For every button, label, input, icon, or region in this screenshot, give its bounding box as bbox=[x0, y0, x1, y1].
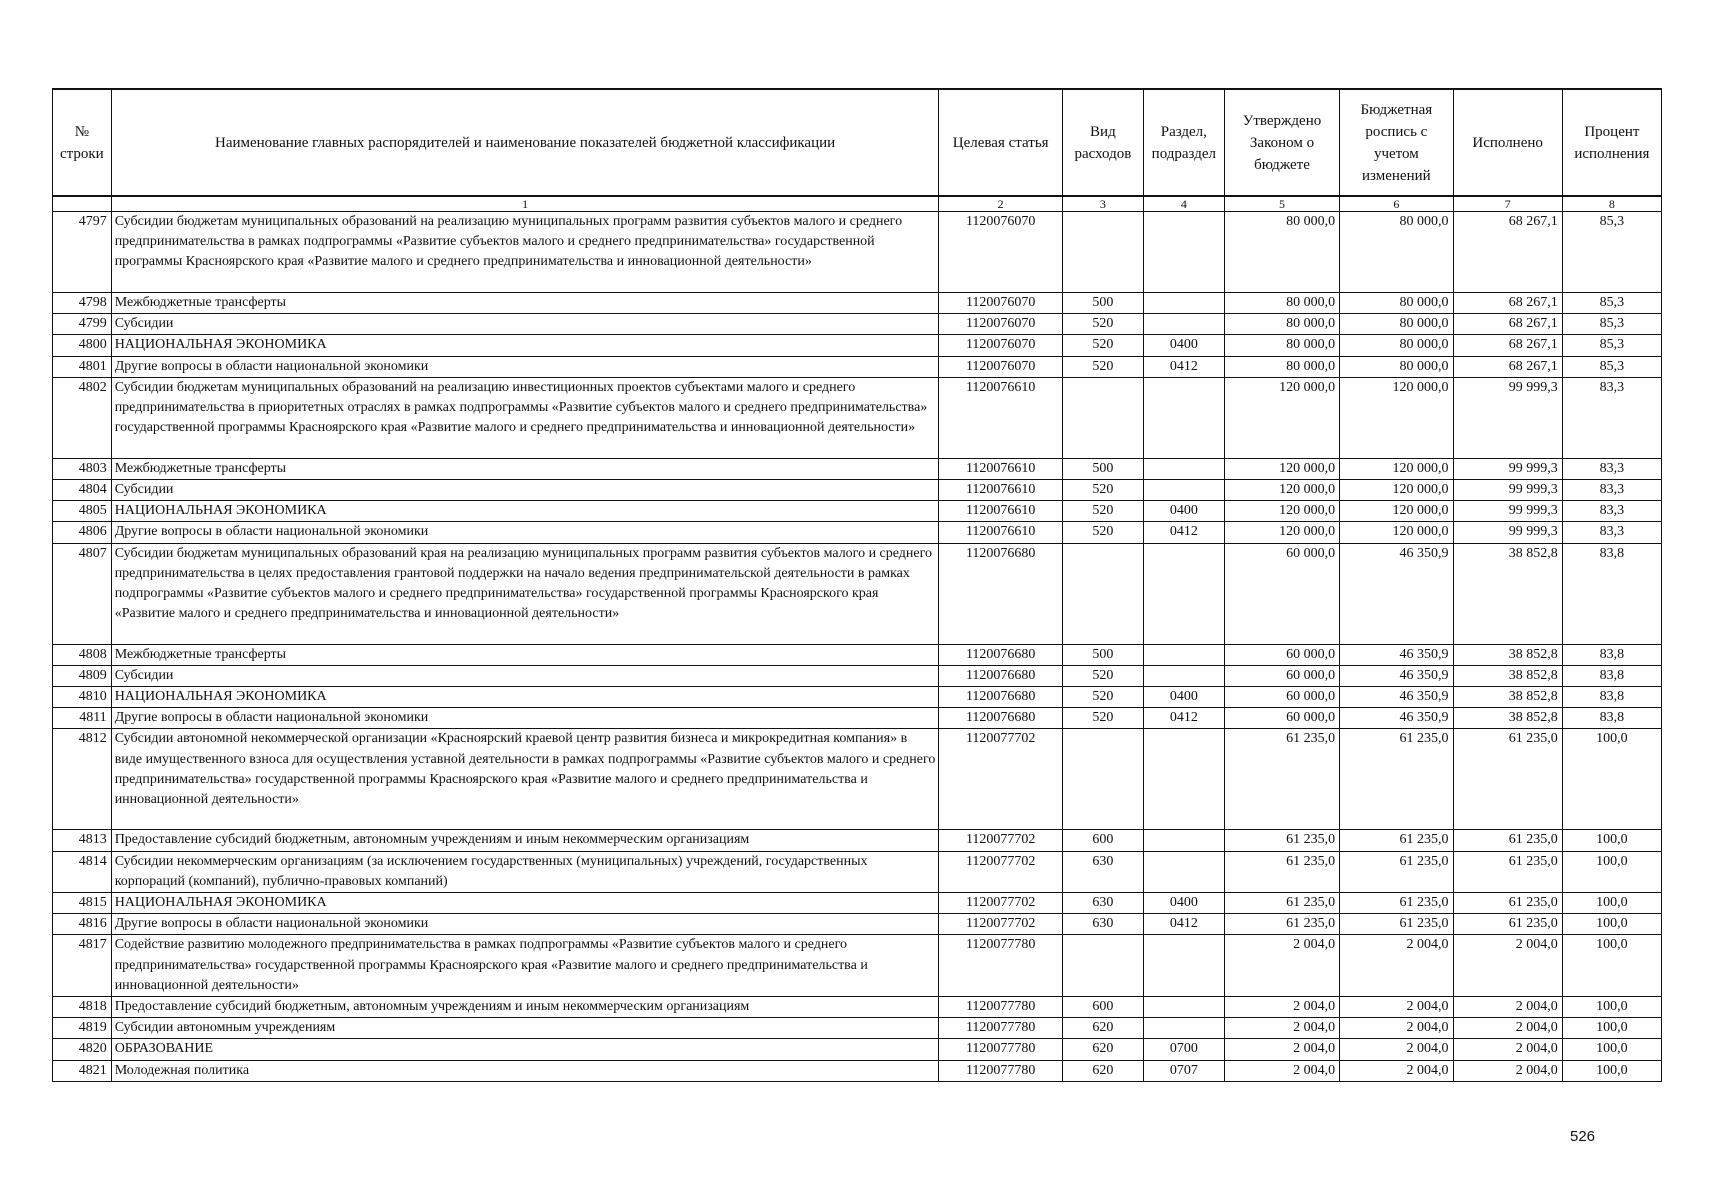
column-number: 1 bbox=[111, 196, 939, 212]
row-executed: 99 999,3 bbox=[1453, 480, 1562, 501]
row-name: Другие вопросы в области национальной экономики bbox=[111, 914, 939, 935]
row-target: 1120077780 bbox=[939, 1039, 1062, 1060]
column-number: 8 bbox=[1562, 196, 1661, 212]
row-name: НАЦИОНАЛЬНАЯ ЭКОНОМИКА bbox=[111, 687, 939, 708]
row-approved: 80 000,0 bbox=[1224, 356, 1339, 377]
row-type bbox=[1062, 543, 1143, 644]
row-executed: 68 267,1 bbox=[1453, 293, 1562, 314]
row-approved: 60 000,0 bbox=[1224, 687, 1339, 708]
row-approved: 61 235,0 bbox=[1224, 729, 1339, 830]
row-type: 620 bbox=[1062, 1039, 1143, 1060]
row-executed: 99 999,3 bbox=[1453, 377, 1562, 458]
row-schedule: 80 000,0 bbox=[1340, 314, 1453, 335]
table-body bbox=[53, 212, 1662, 1082]
row-target: 1120076680 bbox=[939, 543, 1062, 644]
row-schedule: 120 000,0 bbox=[1340, 480, 1453, 501]
report-page bbox=[52, 88, 1662, 1082]
row-percent: 83,8 bbox=[1562, 687, 1661, 708]
row-executed: 2 004,0 bbox=[1453, 935, 1562, 997]
table-row bbox=[53, 914, 1662, 935]
row-approved: 60 000,0 bbox=[1224, 644, 1339, 665]
header-type: Вид расходов bbox=[1062, 89, 1143, 196]
row-section bbox=[1143, 935, 1224, 997]
row-section bbox=[1143, 830, 1224, 851]
row-section bbox=[1143, 212, 1224, 293]
row-schedule: 61 235,0 bbox=[1340, 830, 1453, 851]
row-percent: 100,0 bbox=[1562, 729, 1661, 830]
row-target: 1120077780 bbox=[939, 1060, 1062, 1081]
row-number: 4800 bbox=[53, 335, 112, 356]
table-row bbox=[53, 293, 1662, 314]
row-section: 0400 bbox=[1143, 501, 1224, 522]
row-percent: 83,3 bbox=[1562, 458, 1661, 479]
row-target: 1120077702 bbox=[939, 729, 1062, 830]
row-number: 4799 bbox=[53, 314, 112, 335]
row-schedule: 80 000,0 bbox=[1340, 293, 1453, 314]
row-number: 4811 bbox=[53, 708, 112, 729]
row-name: Субсидии bbox=[111, 665, 939, 686]
header-target: Целевая статья bbox=[939, 89, 1062, 196]
row-schedule: 61 235,0 bbox=[1340, 851, 1453, 892]
row-approved: 120 000,0 bbox=[1224, 458, 1339, 479]
header-row-no: № строки bbox=[53, 89, 112, 196]
row-number: 4809 bbox=[53, 665, 112, 686]
row-type: 600 bbox=[1062, 997, 1143, 1018]
row-section bbox=[1143, 458, 1224, 479]
row-approved: 61 235,0 bbox=[1224, 851, 1339, 892]
table-row bbox=[53, 830, 1662, 851]
row-section bbox=[1143, 997, 1224, 1018]
row-type: 520 bbox=[1062, 665, 1143, 686]
row-type: 520 bbox=[1062, 480, 1143, 501]
table-row bbox=[53, 543, 1662, 644]
row-schedule: 46 350,9 bbox=[1340, 644, 1453, 665]
row-approved: 60 000,0 bbox=[1224, 665, 1339, 686]
row-section bbox=[1143, 1018, 1224, 1039]
row-approved: 61 235,0 bbox=[1224, 830, 1339, 851]
row-approved: 120 000,0 bbox=[1224, 377, 1339, 458]
table-row bbox=[53, 1018, 1662, 1039]
row-section: 0400 bbox=[1143, 893, 1224, 914]
row-percent: 85,3 bbox=[1562, 356, 1661, 377]
row-target: 1120077702 bbox=[939, 893, 1062, 914]
row-approved: 80 000,0 bbox=[1224, 314, 1339, 335]
table-row bbox=[53, 212, 1662, 293]
row-name: Субсидии bbox=[111, 480, 939, 501]
row-approved: 80 000,0 bbox=[1224, 293, 1339, 314]
row-section: 0707 bbox=[1143, 1060, 1224, 1081]
column-number-row bbox=[53, 196, 1662, 212]
row-executed: 61 235,0 bbox=[1453, 851, 1562, 892]
row-section: 0412 bbox=[1143, 914, 1224, 935]
table-row bbox=[53, 480, 1662, 501]
row-target: 1120077780 bbox=[939, 1018, 1062, 1039]
row-schedule: 2 004,0 bbox=[1340, 1018, 1453, 1039]
row-type: 630 bbox=[1062, 851, 1143, 892]
table-row bbox=[53, 665, 1662, 686]
page-number: 526 bbox=[1570, 1128, 1596, 1145]
row-name: Межбюджетные трансферты bbox=[111, 293, 939, 314]
row-target: 1120077702 bbox=[939, 914, 1062, 935]
row-name: ОБРАЗОВАНИЕ bbox=[111, 1039, 939, 1060]
row-percent: 85,3 bbox=[1562, 212, 1661, 293]
table-row bbox=[53, 851, 1662, 892]
row-schedule: 120 000,0 bbox=[1340, 377, 1453, 458]
table-row bbox=[53, 708, 1662, 729]
row-type: 620 bbox=[1062, 1060, 1143, 1081]
row-schedule: 61 235,0 bbox=[1340, 893, 1453, 914]
row-target: 1120076610 bbox=[939, 377, 1062, 458]
row-target: 1120076070 bbox=[939, 212, 1062, 293]
row-percent: 100,0 bbox=[1562, 851, 1661, 892]
row-approved: 2 004,0 bbox=[1224, 935, 1339, 997]
row-schedule: 2 004,0 bbox=[1340, 935, 1453, 997]
table-row bbox=[53, 729, 1662, 830]
row-schedule: 80 000,0 bbox=[1340, 356, 1453, 377]
row-section: 0412 bbox=[1143, 356, 1224, 377]
row-schedule: 46 350,9 bbox=[1340, 665, 1453, 686]
row-percent: 83,8 bbox=[1562, 644, 1661, 665]
row-name: Молодежная политика bbox=[111, 1060, 939, 1081]
row-target: 1120077780 bbox=[939, 935, 1062, 997]
row-type bbox=[1062, 377, 1143, 458]
row-type: 520 bbox=[1062, 522, 1143, 543]
row-percent: 100,0 bbox=[1562, 935, 1661, 997]
row-executed: 99 999,3 bbox=[1453, 501, 1562, 522]
row-number: 4817 bbox=[53, 935, 112, 997]
row-approved: 80 000,0 bbox=[1224, 335, 1339, 356]
row-name: Субсидии бюджетам муниципальных образований на реализацию муниципальных программ развития субъектов малого и среднего предпринимательства в рамках подпрограммы «Развитие субъектов малого и среднего предпринимательства» государственной программы Красноярского края «Развитие малого и среднего предпринимательства и инновационной деятельности» bbox=[111, 212, 939, 293]
row-percent: 83,8 bbox=[1562, 543, 1661, 644]
row-percent: 85,3 bbox=[1562, 293, 1661, 314]
table-row bbox=[53, 1039, 1662, 1060]
row-schedule: 61 235,0 bbox=[1340, 729, 1453, 830]
row-section bbox=[1143, 314, 1224, 335]
row-name: Предоставление субсидий бюджетным, автономным учреждениям и иным некоммерческим организациям bbox=[111, 830, 939, 851]
column-number: 6 bbox=[1340, 196, 1453, 212]
row-section bbox=[1143, 665, 1224, 686]
table-row bbox=[53, 314, 1662, 335]
row-executed: 68 267,1 bbox=[1453, 335, 1562, 356]
row-name: Субсидии бюджетам муниципальных образований края на реализацию муниципальных программ развития субъектов малого и среднего предпринимательства в целях предоставления грантовой поддержки на начало ведения предпринимательской деятельности в рамках подпрограммы «Развитие субъектов малого и среднего предпринимательства» государственной программы Красноярского края «Развитие малого и среднего предпринимательства и инновационной деятельности» bbox=[111, 543, 939, 644]
row-executed: 68 267,1 bbox=[1453, 212, 1562, 293]
row-approved: 2 004,0 bbox=[1224, 1060, 1339, 1081]
row-number: 4821 bbox=[53, 1060, 112, 1081]
row-type: 500 bbox=[1062, 458, 1143, 479]
row-number: 4819 bbox=[53, 1018, 112, 1039]
row-section bbox=[1143, 729, 1224, 830]
row-name: Субсидии бюджетам муниципальных образований на реализацию инвестиционных проектов субъектами малого и среднего предпринимательства в приоритетных отраслях в рамках подпрограммы «Развитие субъектов малого и среднего предпринимательства» государственной программы Красноярского края «Развитие малого и среднего предпринимательства и инновационной деятельности» bbox=[111, 377, 939, 458]
row-schedule: 46 350,9 bbox=[1340, 687, 1453, 708]
header-name: Наименование главных распорядителей и наименование показателей бюджетной классификации bbox=[111, 89, 939, 196]
row-type: 520 bbox=[1062, 335, 1143, 356]
row-type: 620 bbox=[1062, 1018, 1143, 1039]
row-schedule: 120 000,0 bbox=[1340, 458, 1453, 479]
row-name: НАЦИОНАЛЬНАЯ ЭКОНОМИКА bbox=[111, 893, 939, 914]
table-row bbox=[53, 893, 1662, 914]
row-schedule: 61 235,0 bbox=[1340, 914, 1453, 935]
row-percent: 83,3 bbox=[1562, 377, 1661, 458]
row-schedule: 120 000,0 bbox=[1340, 522, 1453, 543]
row-section bbox=[1143, 851, 1224, 892]
row-type: 600 bbox=[1062, 830, 1143, 851]
row-number: 4803 bbox=[53, 458, 112, 479]
row-number: 4820 bbox=[53, 1039, 112, 1060]
row-schedule: 2 004,0 bbox=[1340, 1060, 1453, 1081]
row-type: 500 bbox=[1062, 644, 1143, 665]
row-approved: 61 235,0 bbox=[1224, 914, 1339, 935]
row-section bbox=[1143, 480, 1224, 501]
table-row bbox=[53, 1060, 1662, 1081]
row-target: 1120076610 bbox=[939, 522, 1062, 543]
row-section bbox=[1143, 293, 1224, 314]
row-percent: 100,0 bbox=[1562, 1039, 1661, 1060]
row-name: НАЦИОНАЛЬНАЯ ЭКОНОМИКА bbox=[111, 501, 939, 522]
row-target: 1120076610 bbox=[939, 480, 1062, 501]
row-section bbox=[1143, 543, 1224, 644]
row-name: Субсидии автономным учреждениям bbox=[111, 1018, 939, 1039]
row-target: 1120077780 bbox=[939, 997, 1062, 1018]
row-percent: 100,0 bbox=[1562, 830, 1661, 851]
column-number: 7 bbox=[1453, 196, 1562, 212]
row-section: 0400 bbox=[1143, 687, 1224, 708]
row-executed: 2 004,0 bbox=[1453, 1060, 1562, 1081]
header-row bbox=[53, 89, 1662, 196]
row-approved: 2 004,0 bbox=[1224, 1039, 1339, 1060]
row-executed: 38 852,8 bbox=[1453, 687, 1562, 708]
row-target: 1120076680 bbox=[939, 708, 1062, 729]
row-type bbox=[1062, 729, 1143, 830]
row-approved: 61 235,0 bbox=[1224, 893, 1339, 914]
row-target: 1120076680 bbox=[939, 644, 1062, 665]
row-number: 4806 bbox=[53, 522, 112, 543]
row-target: 1120076070 bbox=[939, 356, 1062, 377]
table-row bbox=[53, 377, 1662, 458]
row-number: 4814 bbox=[53, 851, 112, 892]
row-target: 1120077702 bbox=[939, 851, 1062, 892]
row-executed: 61 235,0 bbox=[1453, 729, 1562, 830]
row-approved: 120 000,0 bbox=[1224, 522, 1339, 543]
row-percent: 83,8 bbox=[1562, 708, 1661, 729]
row-section: 0700 bbox=[1143, 1039, 1224, 1060]
row-target: 1120076070 bbox=[939, 335, 1062, 356]
row-type: 630 bbox=[1062, 914, 1143, 935]
row-executed: 38 852,8 bbox=[1453, 644, 1562, 665]
table-row bbox=[53, 997, 1662, 1018]
row-type bbox=[1062, 935, 1143, 997]
row-schedule: 46 350,9 bbox=[1340, 543, 1453, 644]
row-number: 4813 bbox=[53, 830, 112, 851]
row-approved: 60 000,0 bbox=[1224, 708, 1339, 729]
row-executed: 38 852,8 bbox=[1453, 665, 1562, 686]
row-approved: 80 000,0 bbox=[1224, 212, 1339, 293]
row-approved: 120 000,0 bbox=[1224, 501, 1339, 522]
row-section: 0412 bbox=[1143, 522, 1224, 543]
row-schedule: 2 004,0 bbox=[1340, 1039, 1453, 1060]
row-number: 4797 bbox=[53, 212, 112, 293]
table-row bbox=[53, 356, 1662, 377]
row-percent: 100,0 bbox=[1562, 997, 1661, 1018]
row-target: 1120076070 bbox=[939, 314, 1062, 335]
row-percent: 85,3 bbox=[1562, 335, 1661, 356]
row-type: 520 bbox=[1062, 687, 1143, 708]
row-number: 4801 bbox=[53, 356, 112, 377]
row-section: 0412 bbox=[1143, 708, 1224, 729]
column-number: 5 bbox=[1224, 196, 1339, 212]
row-number: 4812 bbox=[53, 729, 112, 830]
row-executed: 99 999,3 bbox=[1453, 458, 1562, 479]
row-section bbox=[1143, 377, 1224, 458]
table-row bbox=[53, 644, 1662, 665]
row-executed: 68 267,1 bbox=[1453, 314, 1562, 335]
row-executed: 68 267,1 bbox=[1453, 356, 1562, 377]
table-row bbox=[53, 335, 1662, 356]
row-schedule: 80 000,0 bbox=[1340, 335, 1453, 356]
row-section bbox=[1143, 644, 1224, 665]
row-name: Другие вопросы в области национальной экономики bbox=[111, 708, 939, 729]
row-executed: 61 235,0 bbox=[1453, 914, 1562, 935]
row-executed: 61 235,0 bbox=[1453, 893, 1562, 914]
row-type bbox=[1062, 212, 1143, 293]
row-percent: 85,3 bbox=[1562, 314, 1661, 335]
row-number: 4808 bbox=[53, 644, 112, 665]
row-approved: 2 004,0 bbox=[1224, 1018, 1339, 1039]
row-type: 520 bbox=[1062, 314, 1143, 335]
row-target: 1120077702 bbox=[939, 830, 1062, 851]
row-percent: 100,0 bbox=[1562, 893, 1661, 914]
budget-table bbox=[52, 88, 1662, 1082]
table-row bbox=[53, 501, 1662, 522]
table-row bbox=[53, 935, 1662, 997]
row-name: Межбюджетные трансферты bbox=[111, 644, 939, 665]
row-number: 4807 bbox=[53, 543, 112, 644]
row-approved: 60 000,0 bbox=[1224, 543, 1339, 644]
row-approved: 2 004,0 bbox=[1224, 997, 1339, 1018]
row-type: 630 bbox=[1062, 893, 1143, 914]
row-name: Предоставление субсидий бюджетным, автономным учреждениям и иным некоммерческим организациям bbox=[111, 997, 939, 1018]
table-row bbox=[53, 522, 1662, 543]
row-percent: 83,3 bbox=[1562, 480, 1661, 501]
row-schedule: 120 000,0 bbox=[1340, 501, 1453, 522]
row-target: 1120076680 bbox=[939, 665, 1062, 686]
row-number: 4815 bbox=[53, 893, 112, 914]
row-target: 1120076610 bbox=[939, 501, 1062, 522]
row-number: 4816 bbox=[53, 914, 112, 935]
row-percent: 83,8 bbox=[1562, 665, 1661, 686]
row-name: Другие вопросы в области национальной экономики bbox=[111, 522, 939, 543]
table-row bbox=[53, 687, 1662, 708]
row-approved: 120 000,0 bbox=[1224, 480, 1339, 501]
row-type: 500 bbox=[1062, 293, 1143, 314]
row-name: Субсидии некоммерческим организациям (за исключением государственных (муниципальных) учреждений, государственных корпораций (компаний), публично-правовых компаний) bbox=[111, 851, 939, 892]
header-schedule: Бюджетная роспись с учетом изменений bbox=[1340, 89, 1453, 196]
row-percent: 100,0 bbox=[1562, 914, 1661, 935]
column-number: 4 bbox=[1143, 196, 1224, 212]
row-executed: 2 004,0 bbox=[1453, 997, 1562, 1018]
header-executed: Исполнено bbox=[1453, 89, 1562, 196]
row-executed: 38 852,8 bbox=[1453, 543, 1562, 644]
row-type: 520 bbox=[1062, 501, 1143, 522]
row-executed: 61 235,0 bbox=[1453, 830, 1562, 851]
row-type: 520 bbox=[1062, 708, 1143, 729]
row-target: 1120076680 bbox=[939, 687, 1062, 708]
row-schedule: 46 350,9 bbox=[1340, 708, 1453, 729]
header-section: Раздел, подраздел bbox=[1143, 89, 1224, 196]
row-name: Другие вопросы в области национальной экономики bbox=[111, 356, 939, 377]
row-number: 4810 bbox=[53, 687, 112, 708]
row-name: Межбюджетные трансферты bbox=[111, 458, 939, 479]
row-type: 520 bbox=[1062, 356, 1143, 377]
row-number: 4818 bbox=[53, 997, 112, 1018]
row-percent: 83,3 bbox=[1562, 522, 1661, 543]
row-executed: 2 004,0 bbox=[1453, 1039, 1562, 1060]
header-approved: Утверждено Законом о бюджете bbox=[1224, 89, 1339, 196]
row-target: 1120076070 bbox=[939, 293, 1062, 314]
row-schedule: 2 004,0 bbox=[1340, 997, 1453, 1018]
row-name: Содействие развитию молодежного предпринимательства в рамках подпрограммы «Развитие субъектов малого и среднего предпринимательства» государственной программы Красноярского края «Развитие малого и среднего предпринимательства и инновационной деятельности» bbox=[111, 935, 939, 997]
column-number: 3 bbox=[1062, 196, 1143, 212]
row-executed: 99 999,3 bbox=[1453, 522, 1562, 543]
row-number: 4804 bbox=[53, 480, 112, 501]
row-name: НАЦИОНАЛЬНАЯ ЭКОНОМИКА bbox=[111, 335, 939, 356]
row-percent: 83,3 bbox=[1562, 501, 1661, 522]
row-number: 4802 bbox=[53, 377, 112, 458]
header-percent: Процент исполнения bbox=[1562, 89, 1661, 196]
row-schedule: 80 000,0 bbox=[1340, 212, 1453, 293]
row-percent: 100,0 bbox=[1562, 1018, 1661, 1039]
column-number: 2 bbox=[939, 196, 1062, 212]
row-name: Субсидии bbox=[111, 314, 939, 335]
row-percent: 100,0 bbox=[1562, 1060, 1661, 1081]
table-row bbox=[53, 458, 1662, 479]
row-target: 1120076610 bbox=[939, 458, 1062, 479]
row-number: 4805 bbox=[53, 501, 112, 522]
row-number: 4798 bbox=[53, 293, 112, 314]
row-executed: 38 852,8 bbox=[1453, 708, 1562, 729]
row-section: 0400 bbox=[1143, 335, 1224, 356]
row-name: Субсидии автономной некоммерческой организации «Красноярский краевой центр развития бизнеса и микрокредитная компания» в виде имущественного взноса для осуществления уставной деятельности в рамках подпрограммы «Развитие субъектов малого и среднего предпринимательства» государственной программы Красноярского края «Развитие малого и среднего предпринимательства и инновационной деятельности» bbox=[111, 729, 939, 830]
column-number bbox=[53, 196, 112, 212]
row-executed: 2 004,0 bbox=[1453, 1018, 1562, 1039]
